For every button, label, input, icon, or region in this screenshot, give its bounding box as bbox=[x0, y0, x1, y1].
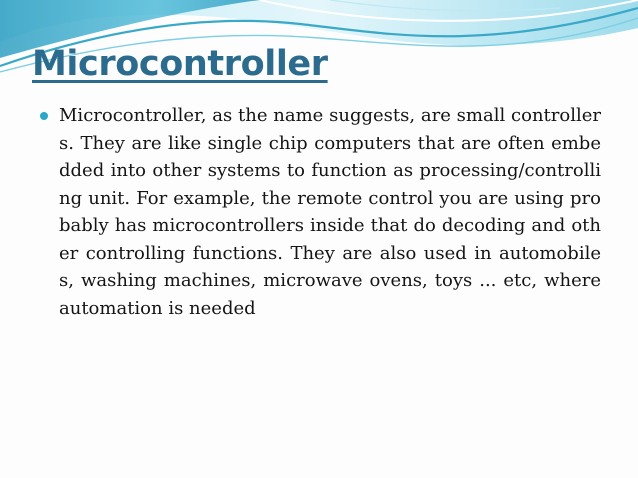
bullet-text: Microcontroller, as the name suggests, are small controllers. They are like single chip computers that are often embedded into other systems to function as processing/controlling unit. For example, the remote control you are using probably has microcontrollers inside that do decoding and other controlling functions. They are also used in automobiles, washing machines, microwave ovens, toys ... etc, where automation is needed bbox=[59, 105, 601, 319]
bullet-dot-icon bbox=[40, 112, 48, 120]
bullet-item bbox=[38, 102, 601, 322]
slide-title: Microcontroller bbox=[32, 44, 328, 84]
bullet-list bbox=[38, 102, 601, 322]
